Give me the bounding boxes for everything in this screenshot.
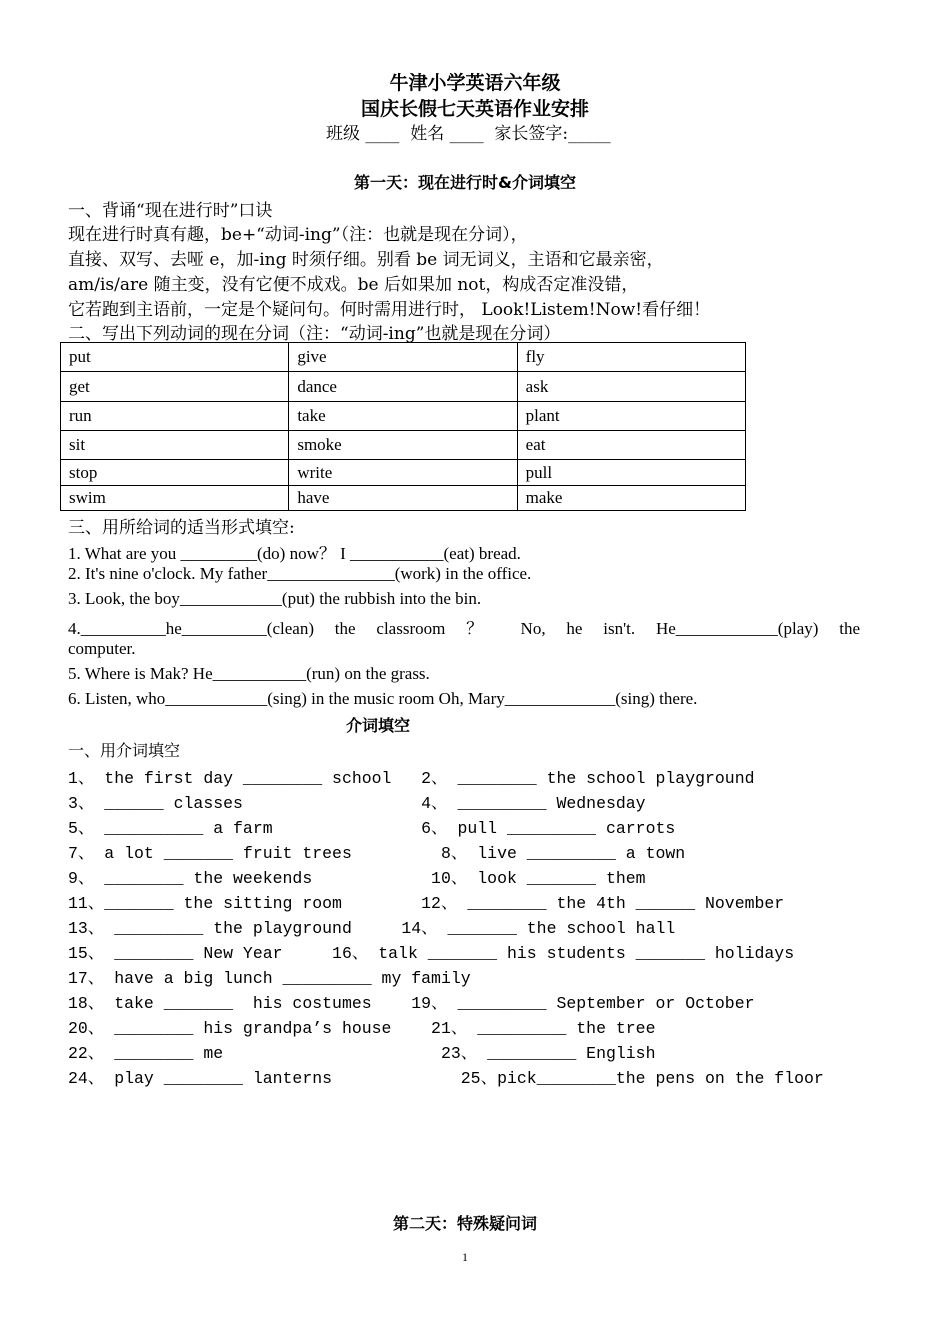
verb-cell: sit <box>61 431 289 460</box>
table-row <box>61 460 746 486</box>
prep-line: 18、 take _______ his costumes 19、 _________ September or October <box>68 994 755 1013</box>
table-row <box>61 372 746 402</box>
verb-cell: fly <box>517 343 745 372</box>
table-row <box>61 343 746 372</box>
verb-cell: swim <box>61 486 289 511</box>
prep-line: 3、 ______ classes 4、 _________ Wednesday <box>68 794 646 813</box>
prep-line: 24、 play ________ lanterns 25、pick________the pens on the floor <box>68 1069 824 1088</box>
exercise-line: 3. Look, the boy____________(put) the rubbish into the bin. <box>68 589 482 608</box>
rhyme-line: 直接、双写、去哑 e，加-ing 时须仔细。别看 be 词无词义，主语和它最亲密， <box>68 250 664 270</box>
section3-heading: 三、用所给词的适当形式填空: <box>68 518 295 538</box>
verb-cell: take <box>289 402 517 431</box>
student-info-line: 班级 ____ 姓名 ____ 家长签字:_____ <box>326 124 611 144</box>
table-row <box>61 431 746 460</box>
rhyme-line: 它若跑到主语前，一定是个疑问句。何时需用进行时， Look!Listem!Now!看仔细！ <box>68 300 711 320</box>
exercise-line: 1. What are you _________(do) now？ I ___________(eat) bread. <box>68 544 521 563</box>
verb-cell: eat <box>517 431 745 460</box>
prep-line: 17、 have a big lunch _________ my family <box>68 969 471 988</box>
prep-line: 5、 __________ a farm 6、 pull _________ carrots <box>68 819 676 838</box>
rhyme-line: 现在进行时真有趣，be+“动词-ing”（注：也就是现在分词）， <box>68 225 528 245</box>
exercise-line: computer. <box>68 639 136 658</box>
verb-table <box>60 342 746 511</box>
table-row <box>61 402 746 431</box>
section2-heading: 二、写出下列动词的现在分词（注：“动词-ing”也就是现在分词） <box>68 324 561 344</box>
prep-line: 1、 the first day ________ school 2、 ________ the school playground <box>68 769 755 788</box>
prep-line: 22、 ________ me 23、 _________ English <box>68 1044 656 1063</box>
verb-cell: get <box>61 372 289 402</box>
exercise-line: 5. Where is Mak? He___________(run) on the grass. <box>68 664 430 683</box>
rhyme-line: am/is/are 随主变，没有它便不成戏。be 后如果加 not，构成否定准没错， <box>68 275 639 295</box>
verb-cell: stop <box>61 460 289 486</box>
exercise-line: 4.__________he__________(clean) the classroom ？ No, he isn't. He____________(play) the <box>68 619 860 638</box>
prep-line: 15、 ________ New Year 16、 talk _______ his students _______ holidays <box>68 944 795 963</box>
exercise-line: 6. Listen, who____________(sing) in the music room Oh, Mary_____________(sing) there. <box>68 689 698 708</box>
day2-heading: 第二天：特殊疑问词 <box>392 1214 537 1233</box>
prep-line: 11、_______ the sitting room 12、 ________ the 4th ______ November <box>68 894 785 913</box>
section1-heading: 一、背诵“现在进行时”口诀 <box>68 201 273 221</box>
doc-title-2: 国庆长假七天英语作业安排 <box>360 98 589 120</box>
verb-cell: smoke <box>289 431 517 460</box>
verb-cell: put <box>61 343 289 372</box>
verb-cell: dance <box>289 372 517 402</box>
verb-cell: have <box>289 486 517 511</box>
exercise-line: 2. It's nine o'clock. My father_______________(work) in the office. <box>68 564 532 583</box>
prep-line: 9、 ________ the weekends 10、 look _______ them <box>68 869 646 888</box>
verb-cell: pull <box>517 460 745 486</box>
verb-cell: write <box>289 460 517 486</box>
doc-title-1: 牛津小学英语六年级 <box>389 72 561 94</box>
verb-cell: plant <box>517 402 745 431</box>
page-number: 1 <box>462 1250 468 1264</box>
day1-heading: 第一天：现在进行时&介词填空 <box>354 173 576 192</box>
prep-line: 13、 _________ the playground 14、 _______ the school hall <box>68 919 676 938</box>
verb-cell: ask <box>517 372 745 402</box>
verb-cell: give <box>289 343 517 372</box>
verb-cell: make <box>517 486 745 511</box>
prep-section-heading: 一、用介词填空 <box>68 741 181 760</box>
prep-line: 20、 ________ his grandpa’s house 21、 _________ the tree <box>68 1019 656 1038</box>
prep-heading: 介词填空 <box>346 716 411 735</box>
table-row <box>61 486 746 511</box>
verb-cell: run <box>61 402 289 431</box>
prep-line: 7、 a lot _______ fruit trees 8、 live _________ a town <box>68 844 686 863</box>
